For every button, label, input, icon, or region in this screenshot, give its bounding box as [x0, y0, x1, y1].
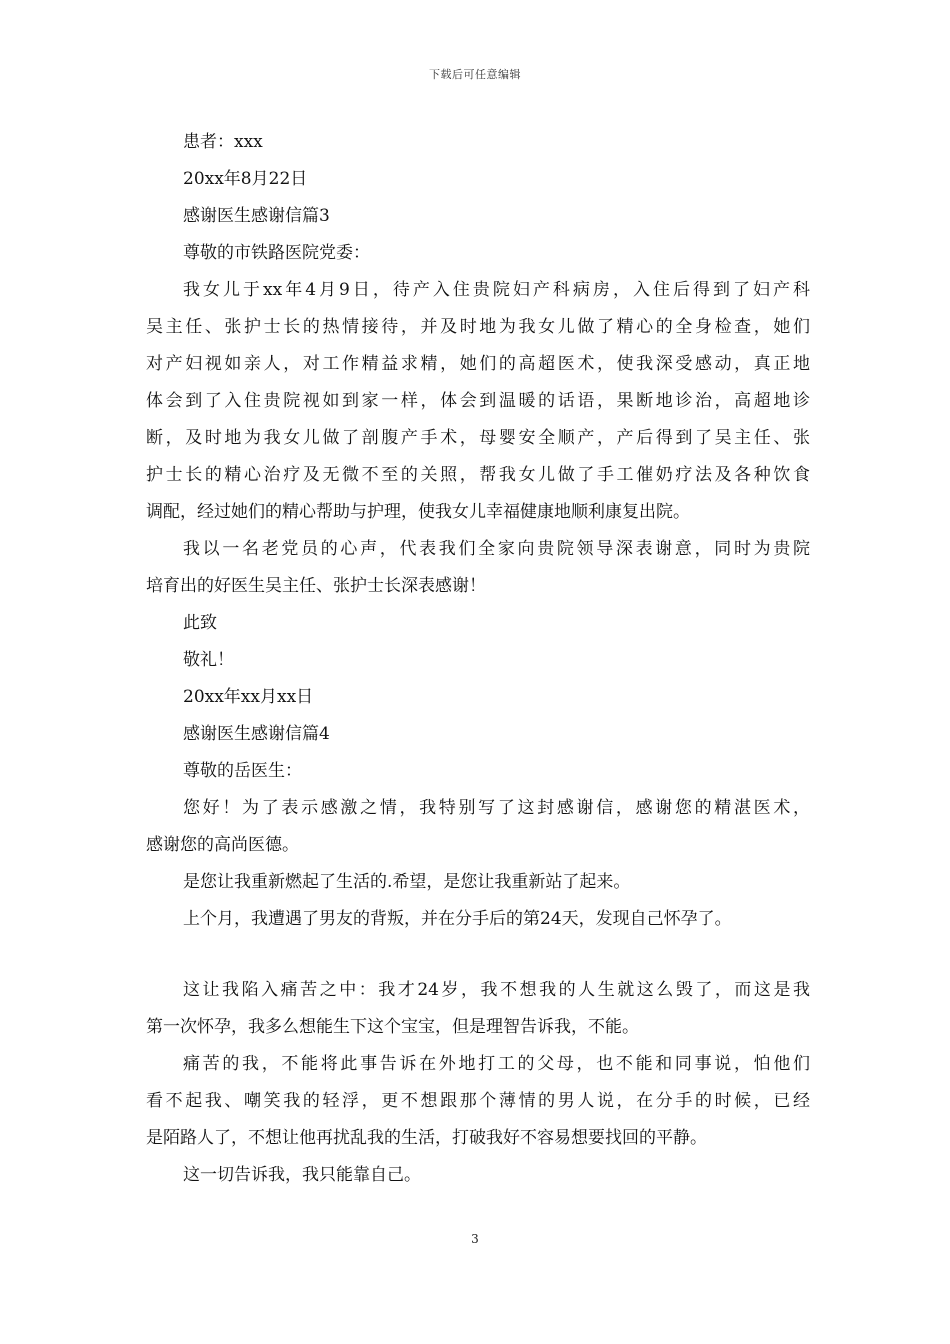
- paragraph-line: 培育出的好医生吴主任、张护士长深表感谢！: [146, 576, 486, 596]
- paragraph-line: 看不起我、嘲笑我的轻浮，更不想跟那个薄情的男人说，在分手的时候，已经: [146, 1091, 810, 1111]
- paragraph-line: 吴主任、张护士长的热情接待，并及时地为我女儿做了精心的全身检查，她们: [146, 317, 810, 337]
- paragraph-line: 这让我陷入痛苦之中：我才24岁，我不想我的人生就这么毁了，而这是我: [183, 980, 810, 1000]
- paragraph-line: 是陌路人了，不想让他再扰乱我的生活，打破我好不容易想要找回的平静。: [146, 1128, 707, 1148]
- closing-line: 此致: [183, 613, 217, 633]
- document-body: [146, 124, 810, 1194]
- signature-patient: 患者：xxx: [183, 132, 263, 152]
- paragraph-line: 护士长的精心治疗及无微不至的关照，帮我女儿做了手工催奶疗法及各种饮食: [146, 465, 810, 485]
- paragraph-line: 调配，经过她们的精心帮助与护理，使我女儿幸福健康地顺利康复出院。: [146, 502, 690, 522]
- blank-space: [146, 938, 810, 972]
- salutation: 尊敬的市铁路医院党委：: [183, 243, 370, 263]
- paragraph-line: 这一切告诉我，我只能靠自己。: [183, 1165, 421, 1185]
- section-title-3: 感谢医生感谢信篇3: [183, 206, 330, 226]
- date-line: 20xx年8月22日: [183, 169, 308, 189]
- paragraph-line: 对产妇视如亲人，对工作精益求精，她们的高超医术，使我深受感动，真正地: [146, 354, 810, 374]
- page-number: 3: [471, 1232, 479, 1246]
- paragraph-line: 断，及时地为我女儿做了剖腹产手术，母婴安全顺产，产后得到了吴主任、张: [146, 428, 810, 448]
- paragraph-line: 体会到了入住贵院视如到家一样，体会到温暖的话语，果断地诊治，高超地诊: [146, 391, 810, 411]
- paragraph-line: 痛苦的我，不能将此事告诉在外地打工的父母，也不能和同事说，怕他们: [183, 1054, 810, 1074]
- section-title-4: 感谢医生感谢信篇4: [183, 724, 330, 744]
- paragraph-line: 第一次怀孕，我多么想能生下这个宝宝，但是理智告诉我，不能。: [146, 1017, 639, 1037]
- salutation: 尊敬的岳医生：: [183, 761, 302, 781]
- header-note: 下载后可任意编辑: [429, 68, 521, 81]
- paragraph-line: 是您让我重新燃起了生活的.希望，是您让我重新站了起来。: [183, 872, 631, 892]
- closing-line: 敬礼！: [183, 650, 234, 670]
- paragraph-line: 我女儿于xx年4月9日，待产入住贵院妇产科病房，入住后得到了妇产科: [183, 280, 810, 300]
- paragraph-line: 我以一名老党员的心声，代表我们全家向贵院领导深表谢意，同时为贵院: [183, 539, 810, 559]
- paragraph-line: 上个月，我遭遇了男友的背叛，并在分手后的第24天，发现自己怀孕了。: [183, 909, 732, 929]
- paragraph-line: 您好！为了表示感激之情，我特别写了这封感谢信，感谢您的精湛医术，: [183, 798, 810, 818]
- paragraph-line: 感谢您的高尚医德。: [146, 835, 299, 855]
- date-line: 20xx年xx月xx日: [183, 687, 314, 707]
